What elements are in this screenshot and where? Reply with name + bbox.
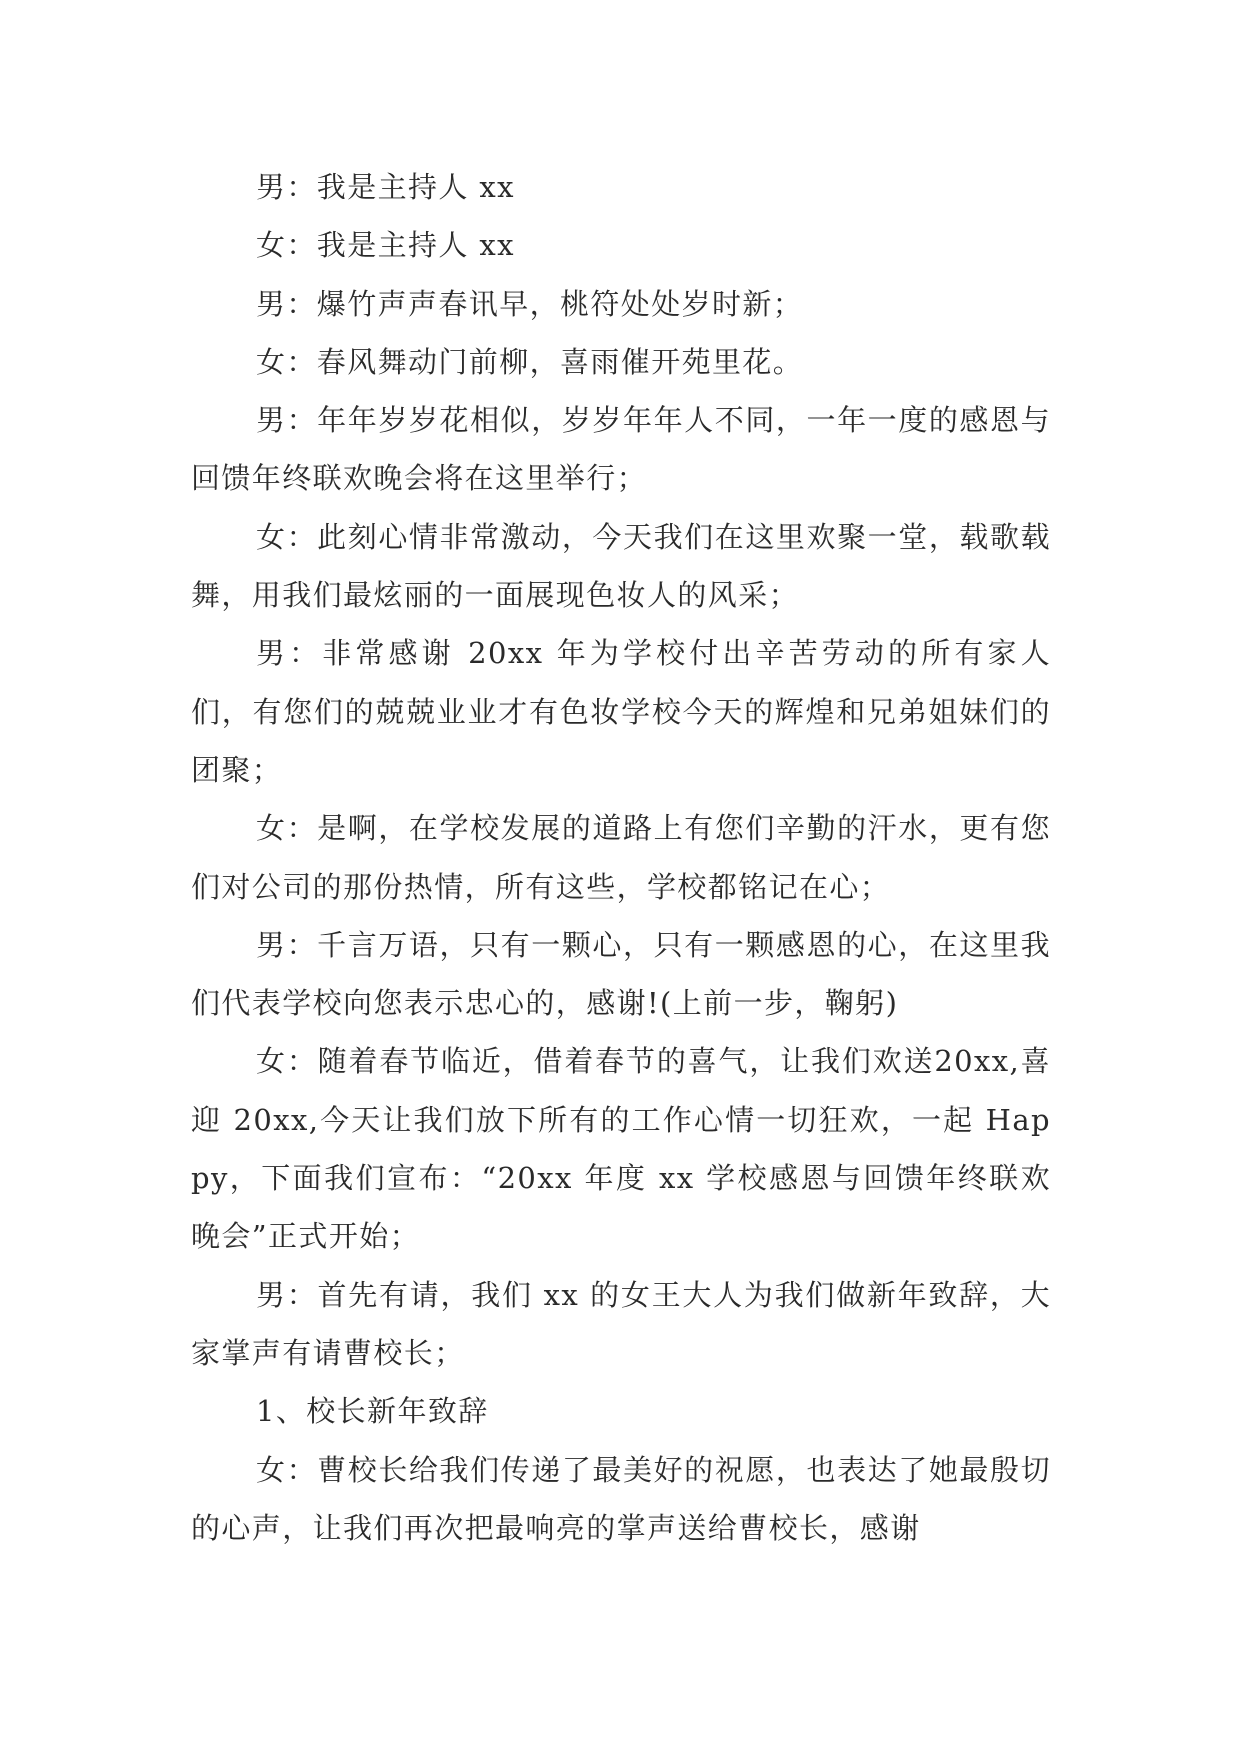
script-line: 女：春风舞动门前柳，喜雨催开苑里花。 [256, 344, 804, 379]
program-item-heading: 1、校长新年致辞 [256, 1394, 489, 1429]
script-line: 男：非常感谢 20xx 年为学校付出辛苦劳动的所有家人们，有您们的兢兢业业才有色妆学校今天的辉煌和兄弟姐妹们的团聚； [191, 636, 1051, 787]
script-line: 女：随着春节临近，借着春节的喜气，让我们欢送20xx,喜迎 20xx,今天让我们放下所有的工作心情一切狂欢，一起 Happy，下面我们宣布：“20xx 年度 xx 学校感恩与回馈年终联欢晚会”正式开始； [191, 1044, 1051, 1254]
script-line: 女：曹校长给我们传递了最美好的祝愿，也表达了她最殷切的心声，让我们再次把最响亮的掌声送给曹校长，感谢 [191, 1452, 1051, 1545]
script-line: 男：爆竹声声春讯早，桃符处处岁时新； [256, 286, 804, 321]
script-line: 男：年年岁岁花相似，岁岁年年人不同，一年一度的感恩与回馈年终联欢晚会将在这里举行； [191, 403, 1051, 496]
script-line: 男：我是主持人 xx [256, 170, 515, 204]
script-line: 男：首先有请，我们 xx 的女王大人为我们做新年致辞，大家掌声有请曹校长； [191, 1277, 1051, 1370]
script-line: 男：千言万语，只有一颗心，只有一颗感恩的心，在这里我们代表学校向您表示忠心的，感谢!(上前一步，鞠躬) [191, 927, 1051, 1021]
script-line: 女：是啊，在学校发展的道路上有您们辛勤的汗水，更有您们对公司的那份热情，所有这些，学校都铭记在心； [191, 811, 1051, 904]
script-line: 女：此刻心情非常激动，今天我们在这里欢聚一堂，载歌载舞，用我们最炫丽的一面展现色妆人的风采； [191, 519, 1051, 613]
document-body [191, 158, 1051, 1557]
script-line: 女：我是主持人 xx [256, 228, 515, 263]
